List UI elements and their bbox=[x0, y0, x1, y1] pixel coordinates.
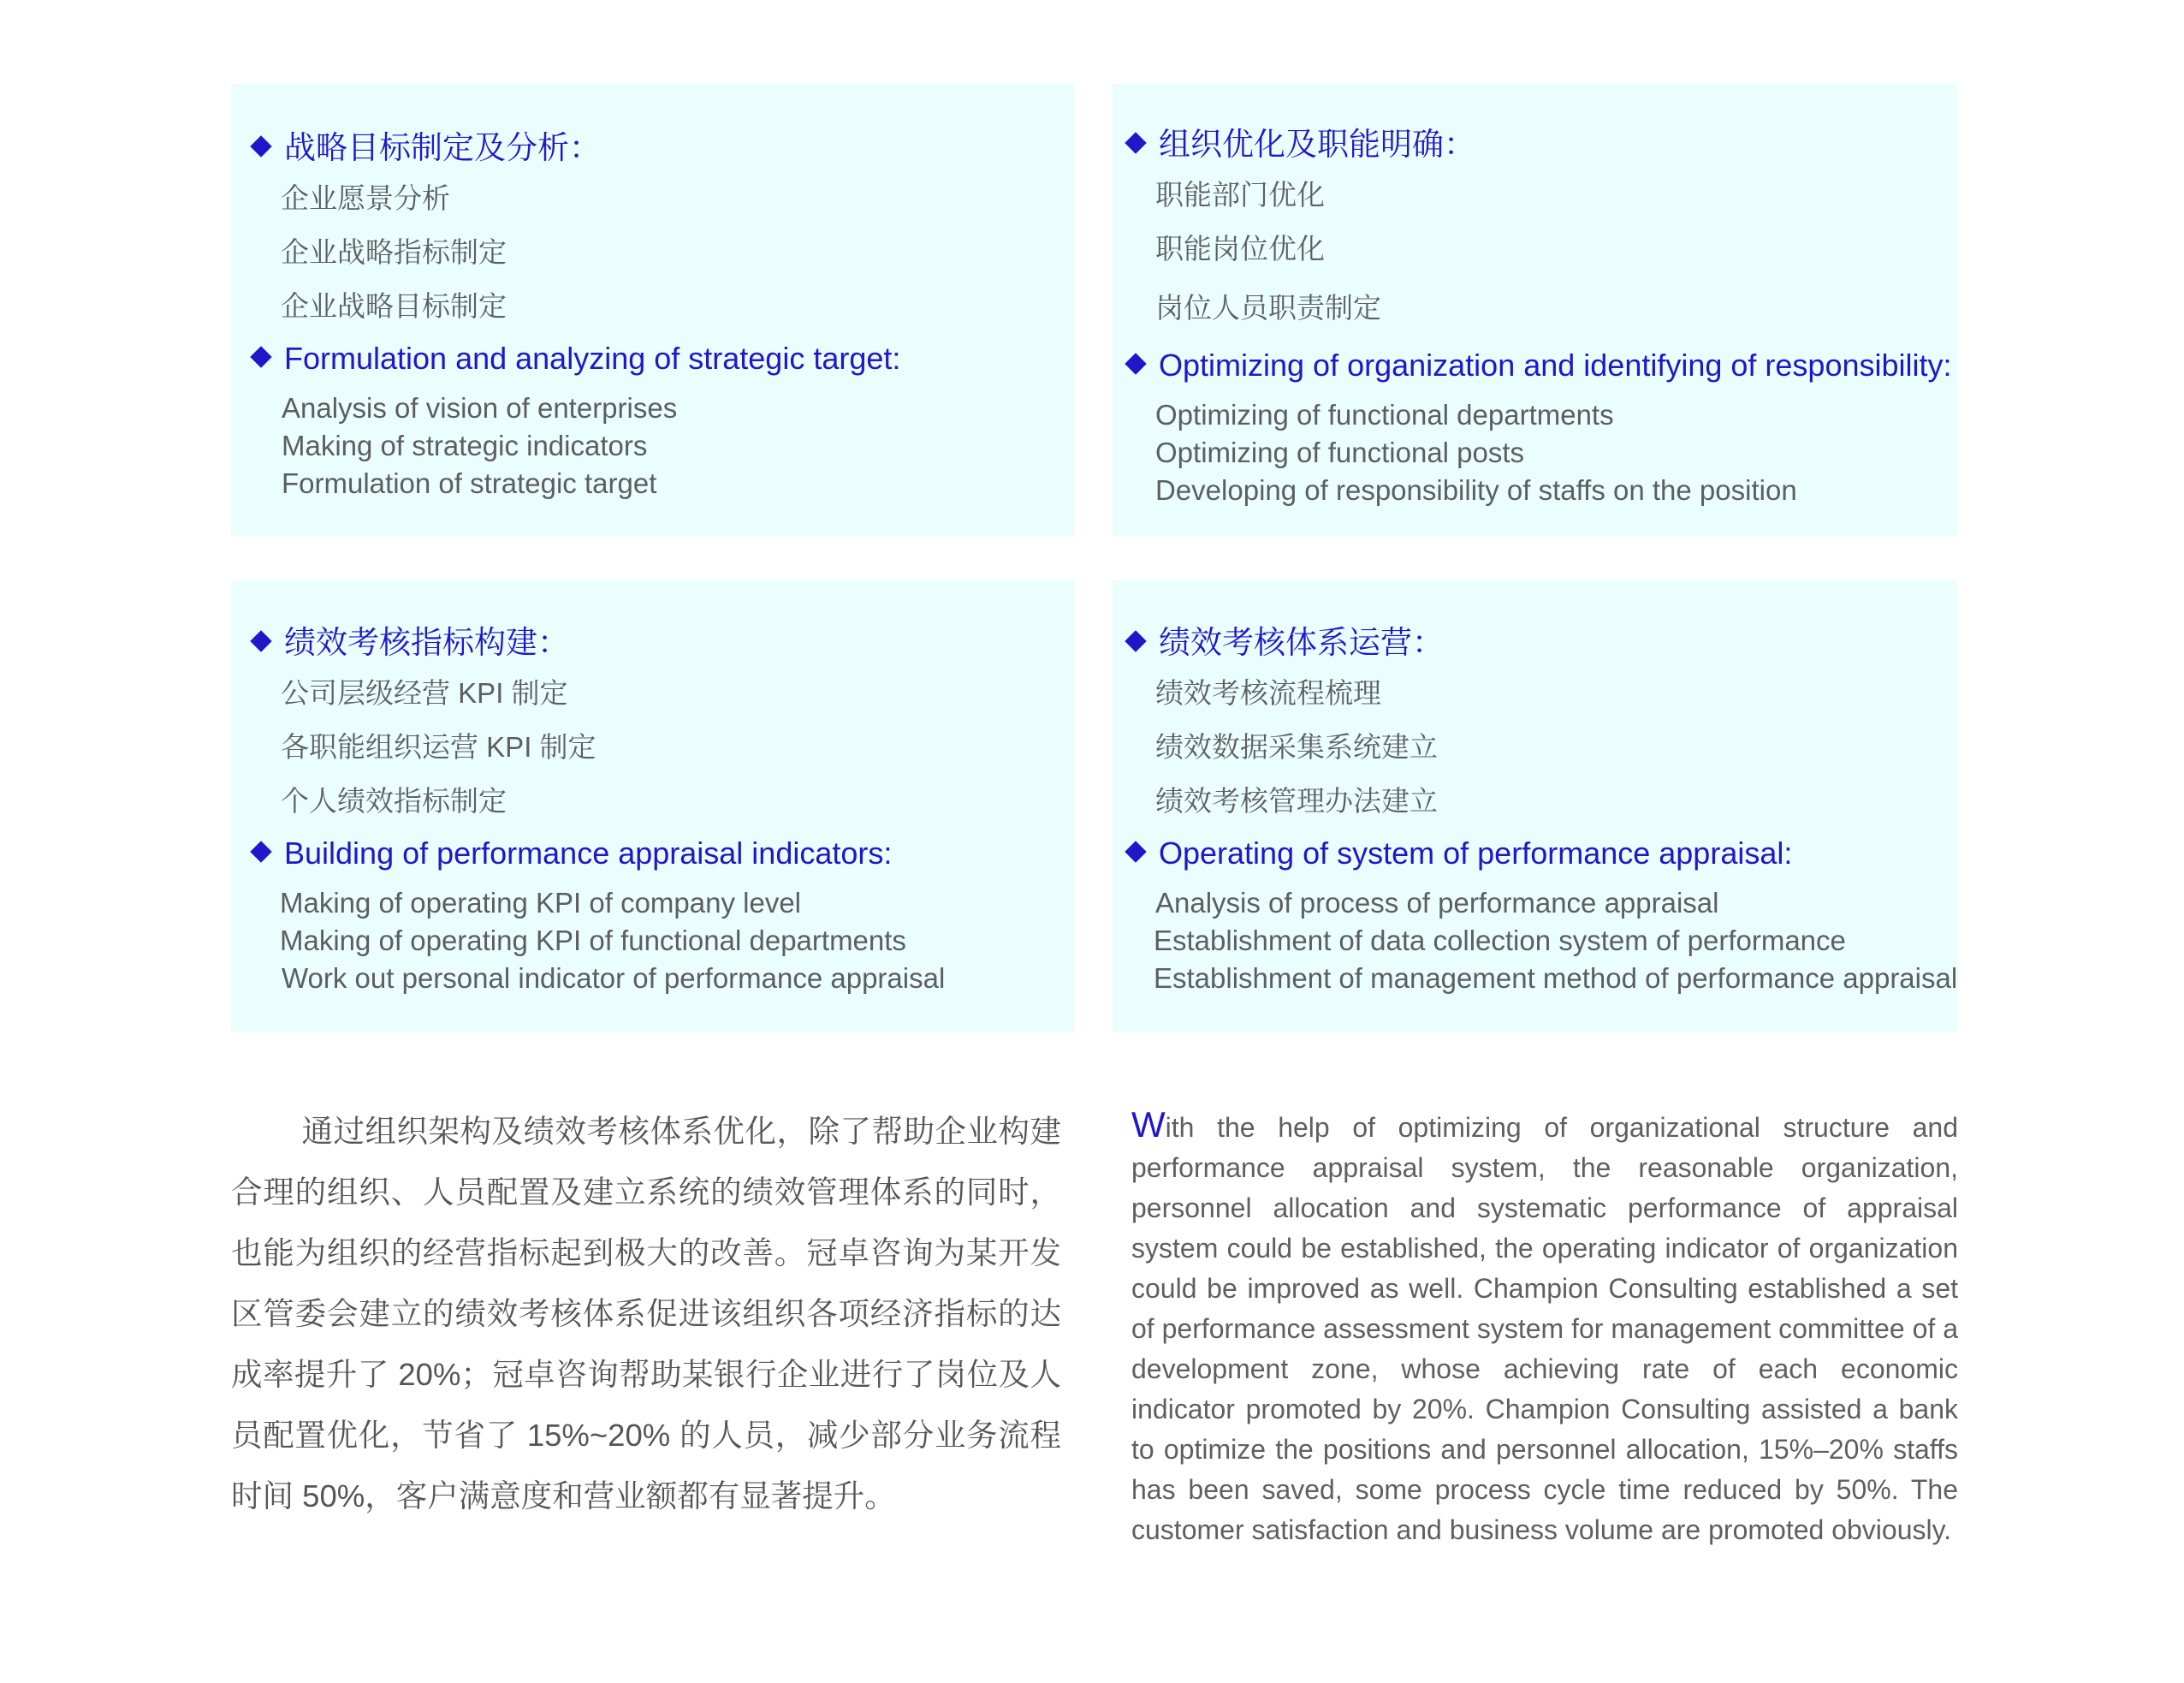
panel-item-cn: 绩效数据采集系统建立 bbox=[1155, 731, 1438, 763]
panel-item-en: Analysis of vision of enterprises bbox=[282, 392, 678, 424]
panel-item-cn: 企业战略指标制定 bbox=[281, 236, 507, 268]
panel-item-en: Developing of responsibility of staffs on the position bbox=[1155, 474, 1797, 506]
panel-item-cn: 职能部门优化 bbox=[1155, 179, 1325, 211]
body-paragraph-cn bbox=[231, 1101, 1061, 1526]
panel-item-en: Establishment of management method of performance appraisal bbox=[1154, 962, 1958, 994]
panel-item-cn: 岗位人员职责制定 bbox=[1155, 292, 1381, 324]
panel-item-en: Work out personal indicator of performance appraisal bbox=[282, 962, 946, 994]
panel-item-en: Analysis of process of performance appraisal bbox=[1155, 887, 1719, 919]
diamond-bullet-icon bbox=[250, 135, 271, 157]
panel-item-cn: 绩效考核流程梳理 bbox=[1155, 677, 1381, 709]
panel-item-cn: 公司层级经营 KPI 制定 bbox=[281, 677, 568, 709]
panel-item-cn: 各职能组织运营 KPI 制定 bbox=[281, 731, 596, 763]
diamond-bullet-icon bbox=[250, 347, 271, 368]
panel-item-en: Optimizing of functional departments bbox=[1155, 399, 1614, 431]
panel-item-en: Making of operating KPI of company level bbox=[280, 887, 802, 919]
body-paragraph-cn-text: 通过组织架构及绩效考核体系优化，除了帮助企业构建合理的组织、人员配置及建立系统的绩效管理体系的同时，也能为组织的经营指标起到极大的改善。冠卓咨询为某开发区管委会建立的绩效考核体系促进该组织各项经济指标的达成率提升了 20%；冠卓咨询帮助某银行企业进行了岗位及人员配置优化，节省了 15%~20% 的人员，减少部分业务流程时间 50%，客户满意度和营业额都有显著提升。 bbox=[231, 1114, 1061, 1514]
drop-cap: W bbox=[1131, 1104, 1166, 1145]
panel-item-cn: 企业战略目标制定 bbox=[281, 290, 507, 322]
panel-item-en: Making of strategic indicators bbox=[282, 430, 648, 461]
panel-heading-cn: 绩效考核体系运营： bbox=[1128, 616, 1444, 663]
panel-item-cn: 企业愿景分析 bbox=[281, 182, 450, 214]
panel-heading-cn: 绩效考核指标构建： bbox=[253, 616, 569, 663]
panel-item-en: Establishment of data collection system of performance bbox=[1154, 925, 1846, 956]
panel-item-cn: 绩效考核管理办法建立 bbox=[1155, 785, 1438, 817]
diamond-bullet-icon bbox=[250, 630, 271, 651]
body-paragraph-en-text: ith the help of optimizing of organizational structure and performance appraisal system, the reasonable organization, personnel allocation and systematic performance of appraisal system could be established, the operating indicator of organization could be improved as well. Champion Consulting established a set of performance assessment system for management committee of a development zone, whose achieving rate of each economic indicator promoted by 20%. Champion Consulting assisted a bank to optimize the positions and personnel allocation, 15%–20% staffs has been saved, some process cycle time reduced by 50%. The customer satisfaction and business volume are promoted obviously. bbox=[1131, 1112, 1958, 1545]
diamond-bullet-icon bbox=[1125, 132, 1146, 153]
service-panel-organization bbox=[1113, 84, 1958, 536]
panel-item-en: Optimizing of functional posts bbox=[1155, 437, 1525, 468]
service-panel-operation bbox=[1113, 580, 1958, 1032]
diamond-bullet-icon bbox=[1125, 630, 1146, 651]
panel-heading-en: Building of performance appraisal indicators: bbox=[253, 836, 892, 871]
panel-item-en: Formulation of strategic target bbox=[282, 467, 657, 499]
panel-heading-cn: 战略目标制定及分析： bbox=[253, 122, 601, 168]
panel-item-cn: 职能岗位优化 bbox=[1155, 233, 1325, 265]
diamond-bullet-icon bbox=[1125, 354, 1146, 375]
diamond-bullet-icon bbox=[250, 842, 271, 863]
panel-item-en: Making of operating KPI of functional departments bbox=[280, 925, 906, 956]
panel-heading-en: Operating of system of performance appraisal: bbox=[1128, 836, 1792, 871]
service-panel-kpi bbox=[231, 580, 1074, 1032]
panel-heading-en: Optimizing of organization and identifying of responsibility: bbox=[1128, 348, 1952, 384]
panel-heading-en: Formulation and analyzing of strategic target: bbox=[253, 341, 900, 377]
panel-item-cn: 个人绩效指标制定 bbox=[281, 785, 507, 817]
diamond-bullet-icon bbox=[1125, 842, 1146, 863]
panel-heading-cn: 组织优化及职能明确： bbox=[1128, 118, 1475, 164]
service-panel-strategy bbox=[231, 84, 1074, 536]
body-paragraph-en bbox=[1131, 1104, 1958, 1550]
